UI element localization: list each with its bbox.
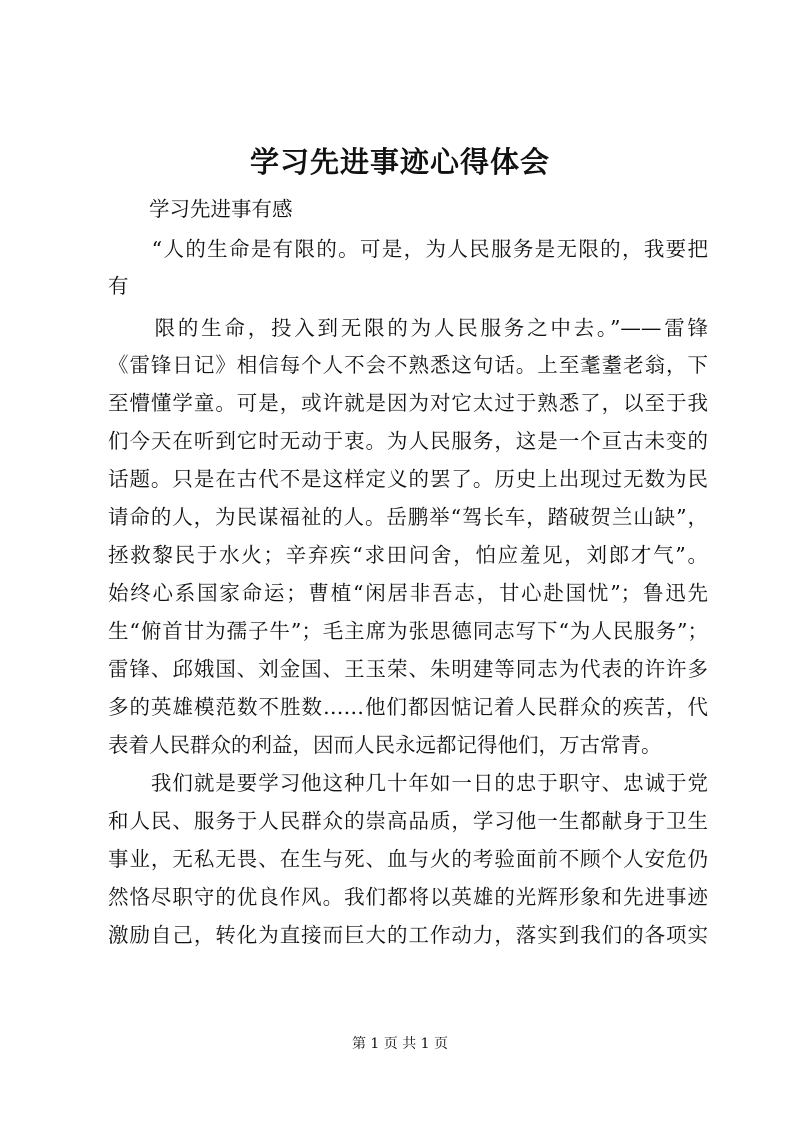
- text-line: 始终心系国家命运；曹植“闲居非吾志，甘心赴国忧”；鲁迅先: [108, 581, 708, 605]
- text-line: 生“俯首甘为孺子牛”；毛主席为张思德同志写下“为人民服务”；: [108, 619, 708, 643]
- text-line: 《雷锋日记》相信每个人不会不熟悉这句话。上至耄耋老翁，下: [108, 353, 708, 377]
- text-line: 和人民、服务于人民群众的崇高品质，学习他一生都献身于卫生: [108, 809, 708, 833]
- text-line: 们今天在听到它时无动于衷。为人民服务，这是一个亘古未变的: [108, 429, 708, 453]
- document-title: 学习先进事迹心得体会: [249, 145, 550, 179]
- text-line: 激励自己，转化为直接而巨大的工作动力，落实到我们的各项实: [108, 923, 708, 947]
- page-footer: 第 1 页 共 1 页: [351, 1036, 449, 1052]
- text-line: 至懵懂学童。可是，或许就是因为对它太过于熟悉了，以至于我: [108, 391, 708, 415]
- text-line: “人的生命是有限的。可是，为人民服务是无限的，我要把: [108, 237, 708, 261]
- text-line: 有: [108, 274, 129, 298]
- text-line: 我们就是要学习他这种几十年如一日的忠于职守、忠诚于党: [108, 771, 708, 795]
- text-line: 限的生命，投入到无限的为人民服务之中去。”——雷锋: [108, 316, 708, 340]
- text-line: 多的英雄模范数不胜数……他们都因惦记着人民群众的疾苦，代: [108, 695, 708, 719]
- text-line: 事业，无私无畏、在生与死、血与火的考验面前不顾个人安危仍: [108, 847, 708, 871]
- text-line: 雷锋、邱娥国、刘金国、王玉荣、朱明建等同志为代表的许许多: [108, 657, 708, 681]
- text-line: 请命的人，为民谋福祉的人。岳鹏举“驾长车，踏破贺兰山缺”，: [108, 505, 708, 529]
- text-line: 然恪尽职守的优良作风。我们都将以英雄的光辉形象和先进事迹: [108, 885, 708, 909]
- text-line: 话题。只是在古代不是这样定义的罢了。历史上出现过无数为民: [108, 467, 708, 491]
- text-line: 学习先进事有感: [108, 197, 293, 221]
- text-line: 表着人民群众的利益，因而人民永远都记得他们，万古常青。: [108, 733, 662, 757]
- text-line: 拯救黎民于水火；辛弃疾“求田问舍，怕应羞见，刘郎才气”。: [108, 543, 708, 567]
